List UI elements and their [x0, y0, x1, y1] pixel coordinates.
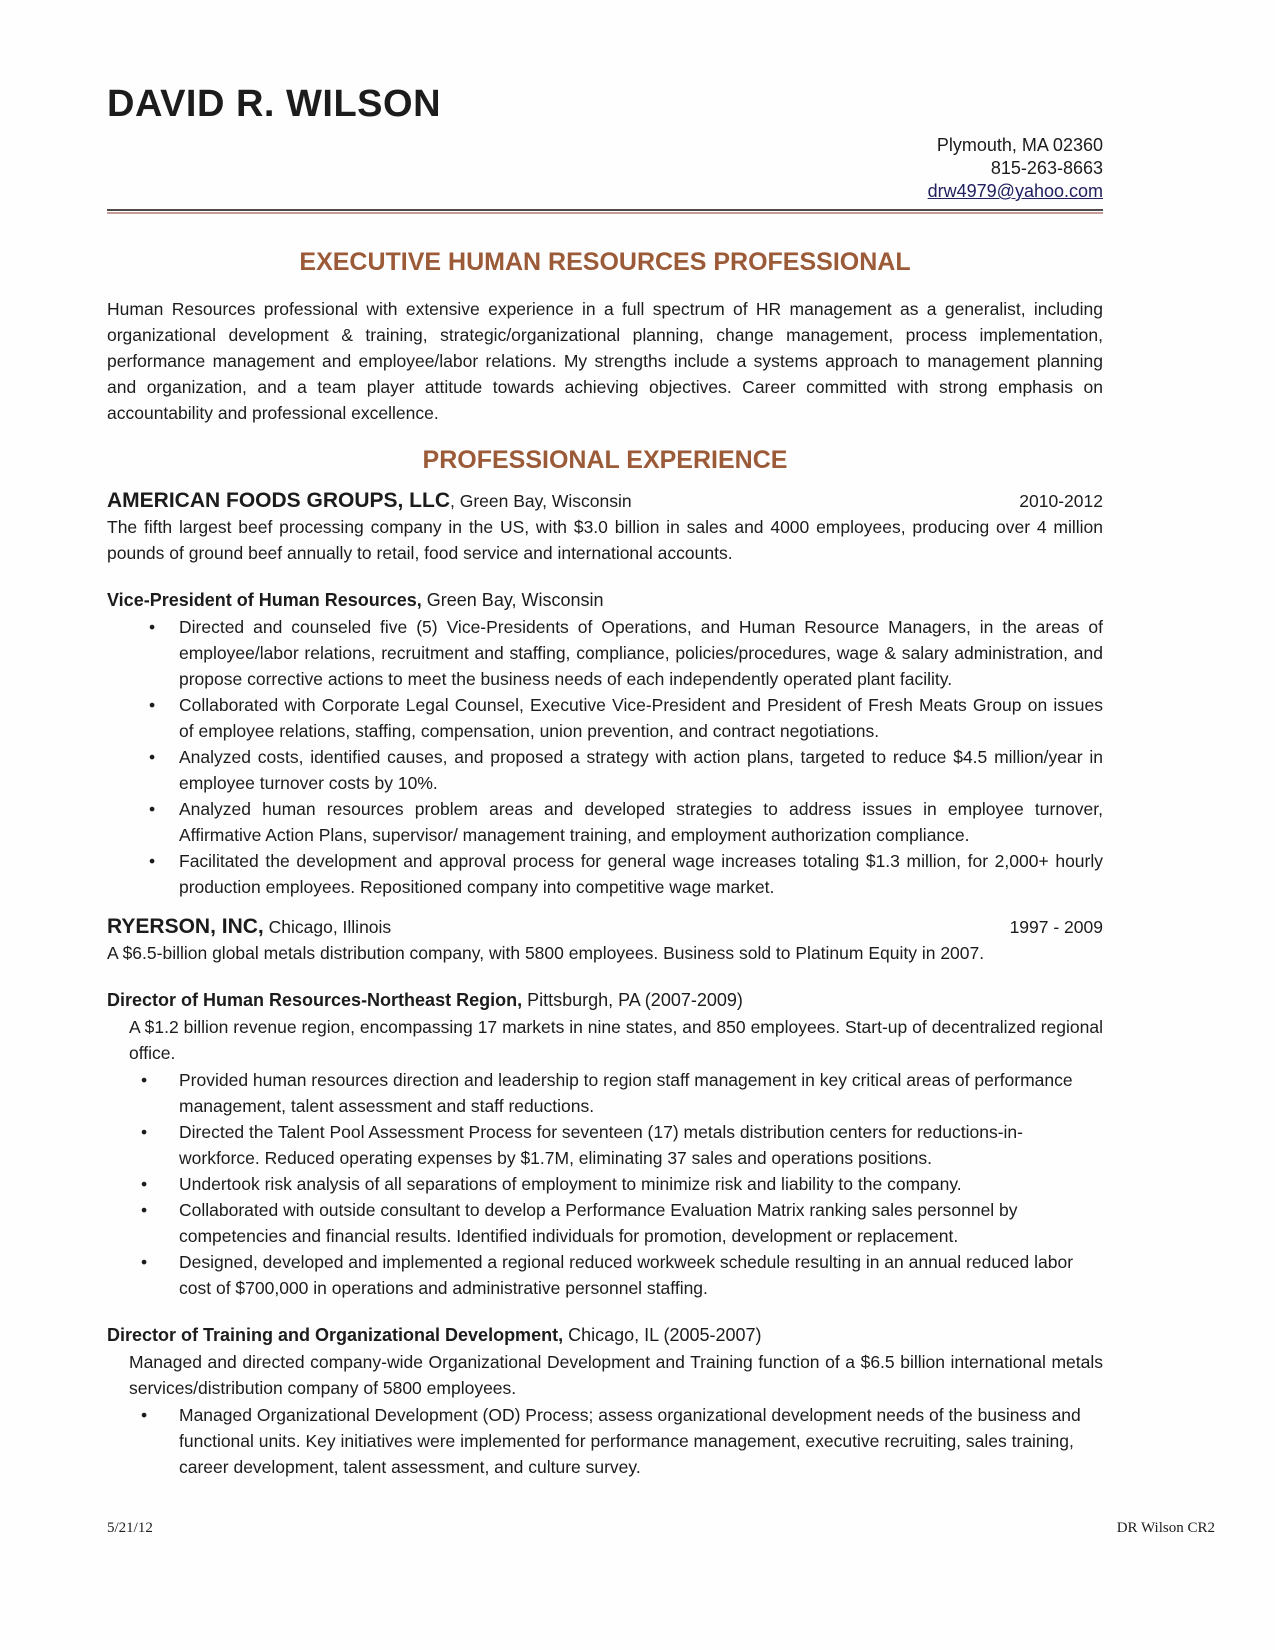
company-title — [107, 915, 391, 939]
bullet-list — [107, 1067, 1103, 1301]
company-dates: 1997 - 2009 — [1009, 917, 1103, 937]
resume-header — [107, 84, 1103, 214]
bullet-item: • Facilitated the development and approval process for general wage increases totaling $1.3 million, for 2,000+ hourly production employees. Repositioned company into competitive wage market. — [107, 848, 1103, 900]
company-section-american-foods — [107, 489, 1103, 900]
bullet-list — [107, 614, 1103, 900]
role-title — [107, 988, 1103, 1013]
company-name: RYERSON, INC, — [107, 915, 264, 938]
role-intro: Managed and directed company-wide Organizational Development and Training function of a $6.5 billion international metals services/distribution company of 5800 employees. — [129, 1352, 1103, 1398]
role-intro: A $1.2 billion revenue region, encompassing 17 markets in nine states, and 850 employees. Start-up of decentralized regional office. — [129, 1017, 1103, 1063]
role-title-location: Pittsburgh, PA (2007-2009) — [522, 990, 743, 1010]
role-title — [107, 1323, 1103, 1348]
company-description: A $6.5-billion global metals distribution company, with 5800 employees. Business sold to Platinum Equity in 2007. — [107, 943, 985, 963]
role-title-location: Green Bay, Wisconsin — [421, 590, 604, 610]
summary-paragraph: Human Resources professional with extensive experience in a full spectrum of HR management as a generalist, including organizational development & training, strategic/organizational planning, change management, process implementation, performance management and employee/labor relations. My strengths include a systems approach to management planning and organization, and a team player attitude towards achieving objectives. Career committed with strong emphasis on accountability and professional excellence. — [107, 299, 1103, 423]
section-heading-professional-experience: PROFESSIONAL EXPERIENCE — [422, 446, 788, 474]
contact-email-line — [107, 180, 1103, 203]
contact-block — [107, 134, 1103, 203]
bullet-item: • Designed, developed and implemented a regional reduced workweek schedule resulting in an annual reduced labor cost of $700,000 in operations and administrative personnel staffing. — [107, 1249, 1103, 1301]
company-dates: 2010-2012 — [1019, 491, 1103, 511]
contact-phone: 815-263-8663 — [990, 158, 1103, 178]
page-footer — [107, 1520, 1215, 1537]
company-title — [107, 489, 632, 513]
role-title-location: Chicago, IL (2005-2007) — [563, 1325, 762, 1345]
bullet-item: • Directed and counseled five (5) Vice-Presidents of Operations, and Human Resource Managers, in the areas of employee/labor relations, recruitment and staffing, compliance, policies/procedures, wage & salary administration, and propose corrective actions to meet the business needs of each independently operated plant facility. — [107, 614, 1103, 692]
role-title-bold: Director of Human Resources-Northeast Region, — [107, 990, 523, 1010]
bullet-item: • Analyzed human resources problem areas and developed strategies to address issues in employee turnover, Affirmative Action Plans, supervisor/ management training, and employment authorization compliance. — [107, 796, 1103, 848]
bullet-item: • Managed Organizational Development (OD) Process; assess organizational development needs of the business and functional units. Key initiatives were implemented for performance management, executive recruiting, sales training, career development, talent assessment, and culture survey. — [107, 1402, 1103, 1480]
bullet-list — [107, 1402, 1103, 1480]
bullet-item: • Analyzed costs, identified causes, and proposed a strategy with action plans, targeted to reduce $4.5 million/year in employee turnover costs by 10%. — [107, 744, 1103, 796]
bullet-item: • Directed the Talent Pool Assessment Process for seventeen (17) metals distribution centers for reductions-in-workforce. Reduced operating expenses by $1.7M, eliminating 37 sales and operations positions. — [107, 1119, 1103, 1171]
bullet-item: • Undertook risk analysis of all separations of employment to minimize risk and liability to the company. — [107, 1171, 1103, 1197]
company-header-row — [107, 489, 1103, 513]
role-title — [107, 588, 1103, 613]
bullet-item: • Provided human resources direction and leadership to region staff management in key critical areas of performance management, talent assessment and staff reductions. — [107, 1067, 1103, 1119]
company-description: The fifth largest beef processing company in the US, with $3.0 billion in sales and 4000 employees, producing over 4 million pounds of ground beef annually to retail, food service and international accounts. — [107, 517, 1103, 563]
company-header-row — [107, 915, 1103, 939]
bullet-item: • Collaborated with outside consultant to develop a Performance Evaluation Matrix ranking sales personnel by competencies and financial results. Identified individuals for promotion, development or replacement. — [107, 1197, 1103, 1249]
footer-doc-id: DR Wilson CR2 — [1116, 1520, 1215, 1536]
company-location: , Green Bay, Wisconsin — [450, 491, 632, 511]
header-divider — [107, 209, 1103, 214]
company-location: Chicago, Illinois — [263, 917, 392, 937]
person-name: DAVID R. WILSON — [107, 83, 442, 125]
role-title-bold: Vice-President of Human Resources, — [107, 590, 422, 610]
role-title-bold: Director of Training and Organizational Development, — [107, 1325, 564, 1345]
company-name: AMERICAN FOODS GROUPS, LLC — [107, 489, 451, 512]
contact-city: Plymouth, MA 02360 — [936, 135, 1103, 155]
bullet-item: • Collaborated with Corporate Legal Counsel, Executive Vice-President and President of Fresh Meats Group on issues of employee relations, staffing, compensation, union prevention, and contract negotiations. — [107, 692, 1103, 744]
company-section-ryerson — [107, 915, 1103, 1480]
headline: EXECUTIVE HUMAN RESOURCES PROFESSIONAL — [299, 248, 911, 276]
footer-date: 5/21/12 — [107, 1520, 153, 1536]
email-link[interactable]: drw4979@yahoo.com — [927, 181, 1103, 201]
